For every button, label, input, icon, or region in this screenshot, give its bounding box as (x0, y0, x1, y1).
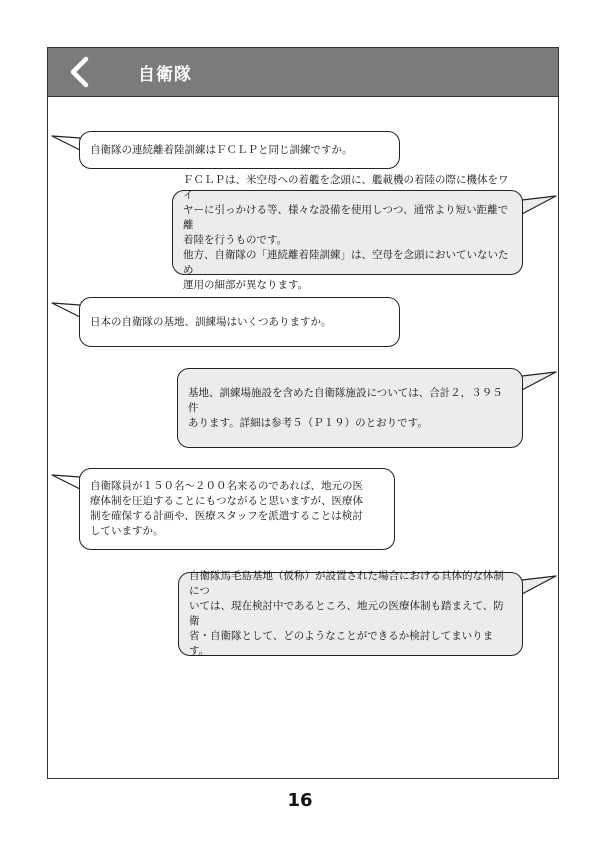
message-text: 自衛隊員が１５０名～２００名来るのであれば、地元の医 療体制を圧迫することにもつながると思いますが、医療体 制を確保する計画や、医療スタッフを派遣することは検討 していますか。 (90, 480, 363, 537)
chat-title: 自衛隊 (138, 65, 192, 85)
answer-bubble-1 (172, 173, 523, 291)
chat-header (48, 48, 558, 97)
answer-bubble-3 (178, 572, 523, 656)
answer-bubble-2 (177, 368, 523, 448)
message-text: 基地、訓練場施設を含めた自衛隊施設については、合計２，３９５件 あります。詳細は参考５（Ｐ１９）のとおりです。 (188, 386, 503, 429)
chevron-left-icon[interactable] (66, 56, 96, 88)
message-text: 日本の自衛隊の基地、訓練場はいくつありますか。 (90, 315, 332, 328)
question-bubble-3 (79, 468, 395, 550)
message-text: 自衛隊馬毛島基地（仮称）が設置された場合における具体的な体制につ いては、現在検討中であるところ、地元の医療体制も踏まえて、防衛 省・自衛隊として、どのようなことができるか検討してまいります。 (189, 570, 504, 657)
message-text: 自衛隊の連続離着陸訓練はＦＣＬＰと同じ訓練ですか。 (90, 143, 353, 156)
question-bubble-1 (79, 131, 400, 169)
page-number: 16 (287, 790, 313, 811)
question-bubble-2 (79, 297, 400, 347)
message-text: ＦＣＬＰは、米空母への着艦を念頭に、艦載機の着陸の際に機体をワイ ヤーに引っかける等、様々な設備を使用しつつ、通常より短い距離で離 着陸を行うものです。 他方、自衛隊の「連続離着陸訓練」は、空母を念頭においていないため 運用の細部が異なります。 (183, 173, 509, 291)
